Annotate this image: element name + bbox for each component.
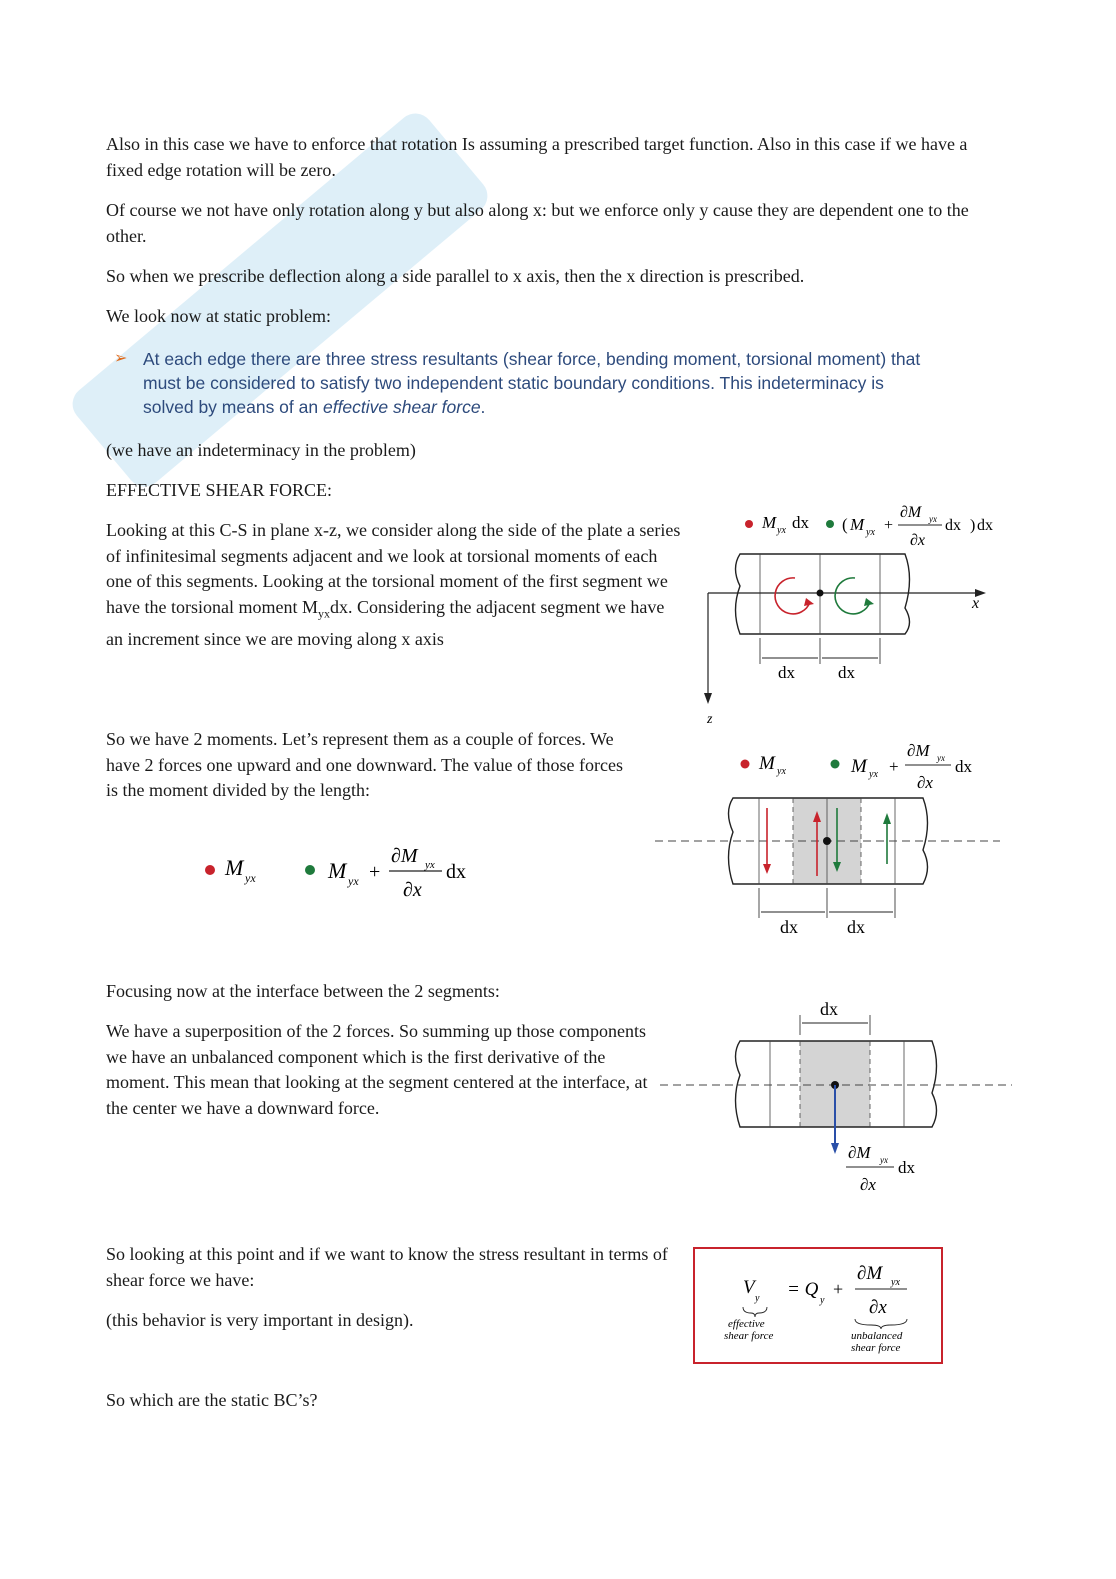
red-dot-icon: [741, 760, 750, 769]
fig2-dx: dx: [955, 757, 972, 776]
fig3-dM: ∂M: [848, 1143, 871, 1162]
fig2-dx-den: ∂x: [917, 773, 933, 792]
fig2-M: M: [759, 753, 775, 774]
fig1-dx-den: ∂x: [910, 532, 926, 549]
formula-shear-force-2: shear force: [851, 1342, 901, 1354]
moment-formula: [195, 840, 485, 910]
paragraph-design: (this behavior is very important in design).: [106, 1310, 414, 1330]
paragraph-stress-resultant: So looking at this point and if we want to know the stress resultant in terms of shear force we have:: [106, 1244, 668, 1290]
paragraph-superposition: We have a superposition of the 2 forces. So summing up those components we have an unbalanced component which is the first derivative of the moment. This mean that looking at the segment centered at the interface, at the center we have a downward force.: [106, 1021, 648, 1118]
arrow-bullet-icon: ➢: [114, 350, 128, 367]
fig3-dim-dx: dx: [820, 999, 838, 1019]
formula-V: V: [743, 1277, 755, 1298]
fig1-dx-outer: dx: [977, 517, 993, 534]
fig1-dim-dx1: dx: [778, 663, 795, 682]
fig1-M-sub: yx: [777, 525, 786, 536]
fig2-dim-dx2: dx: [847, 917, 865, 937]
green-moment-arrow-icon: [835, 578, 870, 614]
fig1-dM-sub: yx: [929, 514, 937, 524]
fig1-M: M: [762, 513, 777, 532]
effective-shear-formula: [695, 1249, 941, 1362]
fig2-dM-sub: yx: [937, 753, 945, 763]
fig3-dx-den: ∂x: [860, 1175, 876, 1194]
torsion-segments-figure: [700, 498, 1000, 728]
fig1-M2-sub: yx: [866, 527, 875, 538]
fig1-dx: dx: [792, 513, 809, 532]
formula-Q-sub: y: [820, 1295, 825, 1306]
paragraph-cross-section: Looking at this C-S in plane x-z, we consider along the side of the plate a series of infinitesimal segments adjacent and we look at torsional moments of each one of this segments. Looking at the torsional moment of the first segment we have the torsional moment $M_{yx}dx$. Considering the adjacent segment we have an increment since we are moving along x axis: [106, 520, 681, 649]
paragraph-static-problem: We look now at static problem:: [106, 306, 331, 326]
z-axis-label: z: [707, 712, 713, 727]
fig1-close: ): [970, 517, 976, 534]
formula-dM: ∂M: [391, 845, 418, 867]
formula-box-dM-sub: yx: [891, 1277, 900, 1288]
formula-box-plus: +: [833, 1279, 844, 1299]
section-heading: EFFECTIVE SHEAR FORCE:: [106, 480, 333, 500]
fig1-open: (: [842, 515, 848, 534]
paragraph-static-bcs: So which are the static BC’s?: [106, 1390, 318, 1410]
fig2-M-sub: yx: [777, 766, 786, 777]
effective-shear-formula-box: [693, 1247, 943, 1364]
paragraph-couple-forces: So we have 2 moments. Let’s represent them as a couple of forces. We have 2 forces one upward and one downward. The value of those forces is the moment divided by the length:: [106, 729, 623, 800]
force-couple-figure: [655, 732, 1005, 947]
red-moment-arrow-icon: [775, 578, 810, 614]
quoted-bullet: [114, 347, 934, 419]
x-axis-label: x: [972, 595, 980, 612]
formula-M2: M: [328, 858, 347, 883]
fig3-dx: dx: [898, 1158, 915, 1177]
formula-M-sub: yx: [245, 871, 256, 885]
paragraph-rotation: Also in this case we have to enforce that rotation Is assuming a prescribed target function. Also in this case if we have a fixed edge rotation will be zero.: [106, 134, 968, 180]
fig3-dM-sub: yx: [880, 1155, 888, 1165]
formula-unbalanced: unbalanced: [851, 1330, 903, 1342]
fig2-M2-sub: yx: [869, 769, 878, 780]
fig1-dim-dx2: dx: [838, 663, 855, 682]
formula-box-dx: ∂x: [869, 1297, 887, 1318]
fig2-dim-dx1: dx: [780, 917, 798, 937]
fig2-M2: M: [851, 756, 867, 777]
formula-dx: dx: [446, 861, 466, 883]
formula-shear-force-1: shear force: [724, 1330, 774, 1342]
red-dot-icon: [205, 865, 215, 875]
quoted-bullet-text: At each edge there are three stress resultants (shear force, bending moment, torsional moment) that must be considered to satisfy two independent static boundary conditions. This indeterminacy is solved by means of an effective shear force.: [143, 349, 921, 417]
formula-V-sub: y: [755, 1293, 760, 1304]
paragraph-deflection: So when we prescribe deflection along a side parallel to x axis, then the x direction is prescribed.: [106, 266, 805, 286]
green-dot-icon: [305, 865, 315, 875]
paragraph-dependency: Of course we not have only rotation along y but also along x: but we enforce only y cause they are dependent one to the other.: [106, 200, 969, 246]
paragraph-indeterminacy: (we have an indeterminacy in the problem): [106, 440, 416, 460]
green-dot-icon: [826, 520, 834, 528]
paragraph-interface: Focusing now at the interface between the 2 segments:: [106, 981, 500, 1001]
formula-box-dM: ∂M: [857, 1263, 883, 1284]
formula-M2-sub: yx: [348, 874, 359, 888]
fig1-M2: M: [850, 515, 865, 534]
formula-eqQ: = Q: [787, 1279, 819, 1300]
red-dot-icon: [745, 520, 753, 528]
formula-effective: effective: [728, 1318, 765, 1330]
fig1-dx-inner: dx: [945, 517, 961, 534]
interface-force-figure: [660, 995, 1015, 1200]
fig1-dM: ∂M: [900, 504, 922, 521]
formula-M: M: [225, 855, 244, 880]
green-dot-icon: [831, 760, 840, 769]
fig2-dM: ∂M: [907, 741, 930, 760]
fig2-plus: +: [889, 757, 899, 776]
formula-plus: +: [369, 861, 381, 883]
fig1-plus: +: [884, 517, 894, 534]
formula-dx-den: ∂x: [403, 879, 422, 901]
formula-dM-sub: yx: [425, 859, 435, 871]
